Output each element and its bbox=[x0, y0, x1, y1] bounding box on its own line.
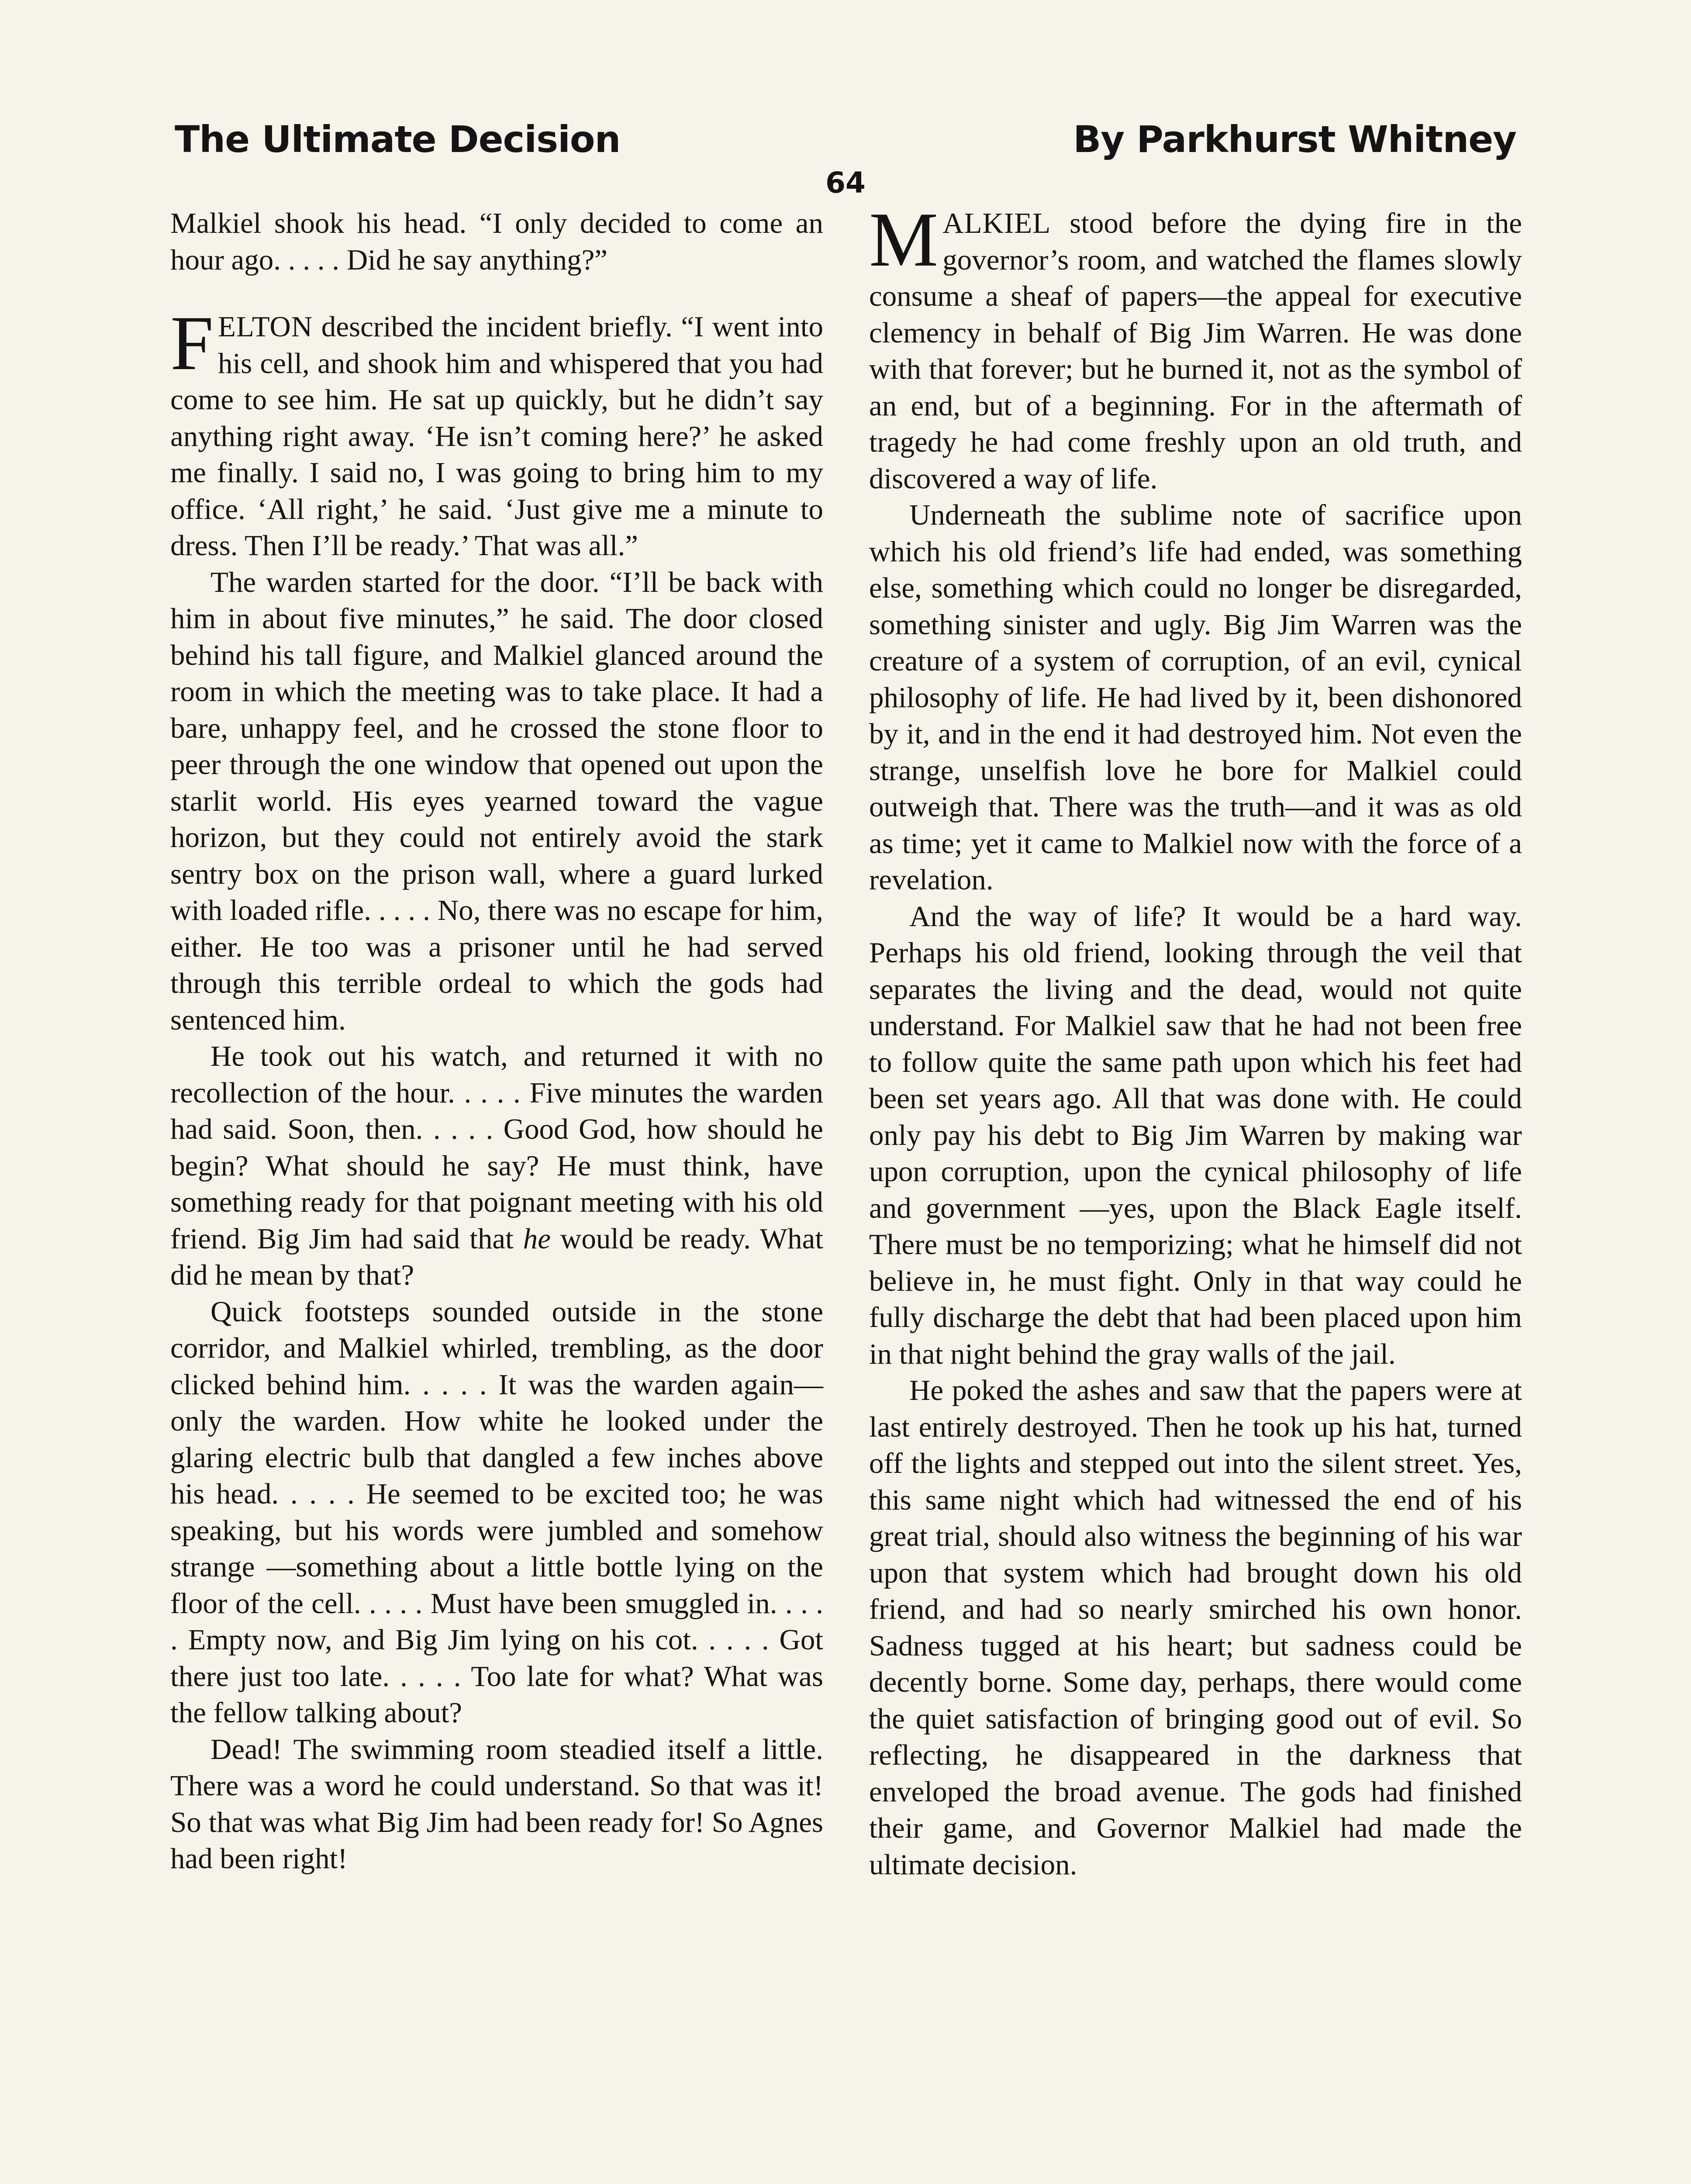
drop-cap: F bbox=[170, 300, 214, 386]
paragraph-text: would be ready. What did he mean by that? bbox=[170, 1222, 823, 1291]
paragraph: Quick footsteps sounded outside in the stone corridor, and Malkiel whirled, trembling, as the door clicked behind him. . . . . It was the warden again—only the warden. How white he looked under the glaring electric bulb that dangled a few inches above his head. . . . . He seemed to be excited too; he was speaking, but his words were jumbled and somehow strange —something about a little bottle lying on the floor of the cell. . . . . Must have been smuggled in. . . . . Empty now, and Big Jim lying on his cot. . . . . Got there just too late. . . . . Too late for what? What was the fellow talking about? bbox=[170, 1295, 823, 1729]
paragraph-text: He took out his watch, and returned it with no recollection of the hour. . . . . Five minutes the warden had said. Soon, then. . . . . Good God, how should he begin? What should he say? He must think, have something ready for that poignant meeting with his old friend. Big Jim had said that bbox=[170, 1040, 823, 1255]
story-title: The Ultimate Decision bbox=[175, 118, 621, 161]
paragraph: Underneath the sublime note of sacrifice upon which his old friend’s life had ended, was something else, something which could no longer be disregarded, something sinister and ugly. Big Jim Warren was the creature of a system of corruption, of an evil, cynical philosophy of life. He had lived by it, been dishonored by it, and in the end it had destroyed him. Not even the strange, unselfish love he bore for Malkiel could outweigh that. There was the truth—and it was as old as time; yet it came to Malkiel now with the force of a revelation. bbox=[869, 499, 1522, 896]
paragraph bbox=[170, 1038, 823, 1294]
right-column bbox=[869, 196, 1522, 1883]
left-column bbox=[170, 205, 823, 1877]
paragraph-text: stood before the dying fire in the governor’s room, and watched the flames slowly consume a sheaf of papers—the appeal for executive clemency in behalf of Big Jim Warren. He was done with that forever; but he burned it, not as the symbol of an end, but of a beginning. For in the aftermath of tragedy he had come freshly upon an old truth, and discovered a way of life. bbox=[869, 207, 1522, 495]
paragraph: The warden started for the door. “I’ll be back with him in about five minutes,” he said. The door closed behind his tall figure, and Malkiel glanced around the room in which the meeting was to take place. It had a bare, unhappy feel, and he crossed the stone floor to peer through the one window that opened out upon the starlit world. His eyes yearned toward the vague horizon, but they could not entirely avoid the stark sentry box on the prison wall, where a guard lurked with loaded rifle. . . . . No, there was no escape for him, either. He too was a prisoner until he had served through this terrible ordeal to which the gods had sentenced him. bbox=[170, 566, 823, 1036]
page-number: 64 bbox=[825, 166, 866, 200]
paragraph: And the way of life? It would be a hard way. Perhaps his old friend, looking through the veil that separates the living and the dead, would not quite understand. For Malkiel saw that he had not been free to follow quite the same path upon which his feet had been set years ago. All that was done with. He could only pay his debt to Big Jim Warren by making war upon corruption, upon the cynical philosophy of life and government —yes, upon the Black Eagle itself. There must be no temporizing; what he himself did not believe in, he must fight. Only in that way could he fully discharge the debt that had been placed upon him in that night behind the gray walls of the jail. bbox=[869, 900, 1522, 1370]
lead-in-caps: ALKIEL bbox=[942, 207, 1051, 239]
section-paragraph bbox=[869, 196, 1522, 497]
author-byline: By Parkhurst Whitney bbox=[1073, 118, 1516, 161]
paragraph: Dead! The swimming room steadied itself a little. There was a word he could understand. So that was it! So that was what Big Jim had been ready for! So Agnes had been right! bbox=[170, 1733, 823, 1875]
drop-cap: M bbox=[869, 196, 939, 283]
page-header bbox=[175, 118, 1516, 170]
paragraph-text: described the incident briefly. “I went into his cell, and shook him and whispered that you had come to see him. He sat up quickly, but he didn’t say anything right away. ‘He isn’t coming here?’ he asked me finally. I said no, I was going to bring him to my office. ‘All right,’ he said. ‘Just give me a minute to dress. Then I’ll be ready.’ That was all.” bbox=[170, 311, 823, 562]
paragraph: Malkiel shook his head. “I only decided to come an hour ago. . . . . Did he say anything?” bbox=[170, 207, 823, 276]
lead-in-caps: ELTON bbox=[218, 311, 313, 343]
paragraph: He poked the ashes and saw that the papers were at last entirely destroyed. Then he took up his hat, turned off the lights and stepped out into the silent street. Yes, this same night which had witnessed the end of his great trial, should also witness the beginning of his war upon that system which had brought down his old friend, and had so nearly smirched his own honor. Sadness tugged at his heart; but sadness could be decently borne. Some day, perhaps, there would come the quiet satisfaction of bringing good out of evil. So reflecting, he disappeared in the darkness that enveloped the broad avenue. The gods had finished their game, and Governor Malkiel had made the ultimate decision. bbox=[869, 1374, 1522, 1881]
section-paragraph bbox=[170, 300, 823, 564]
emphasis: he bbox=[523, 1222, 551, 1255]
